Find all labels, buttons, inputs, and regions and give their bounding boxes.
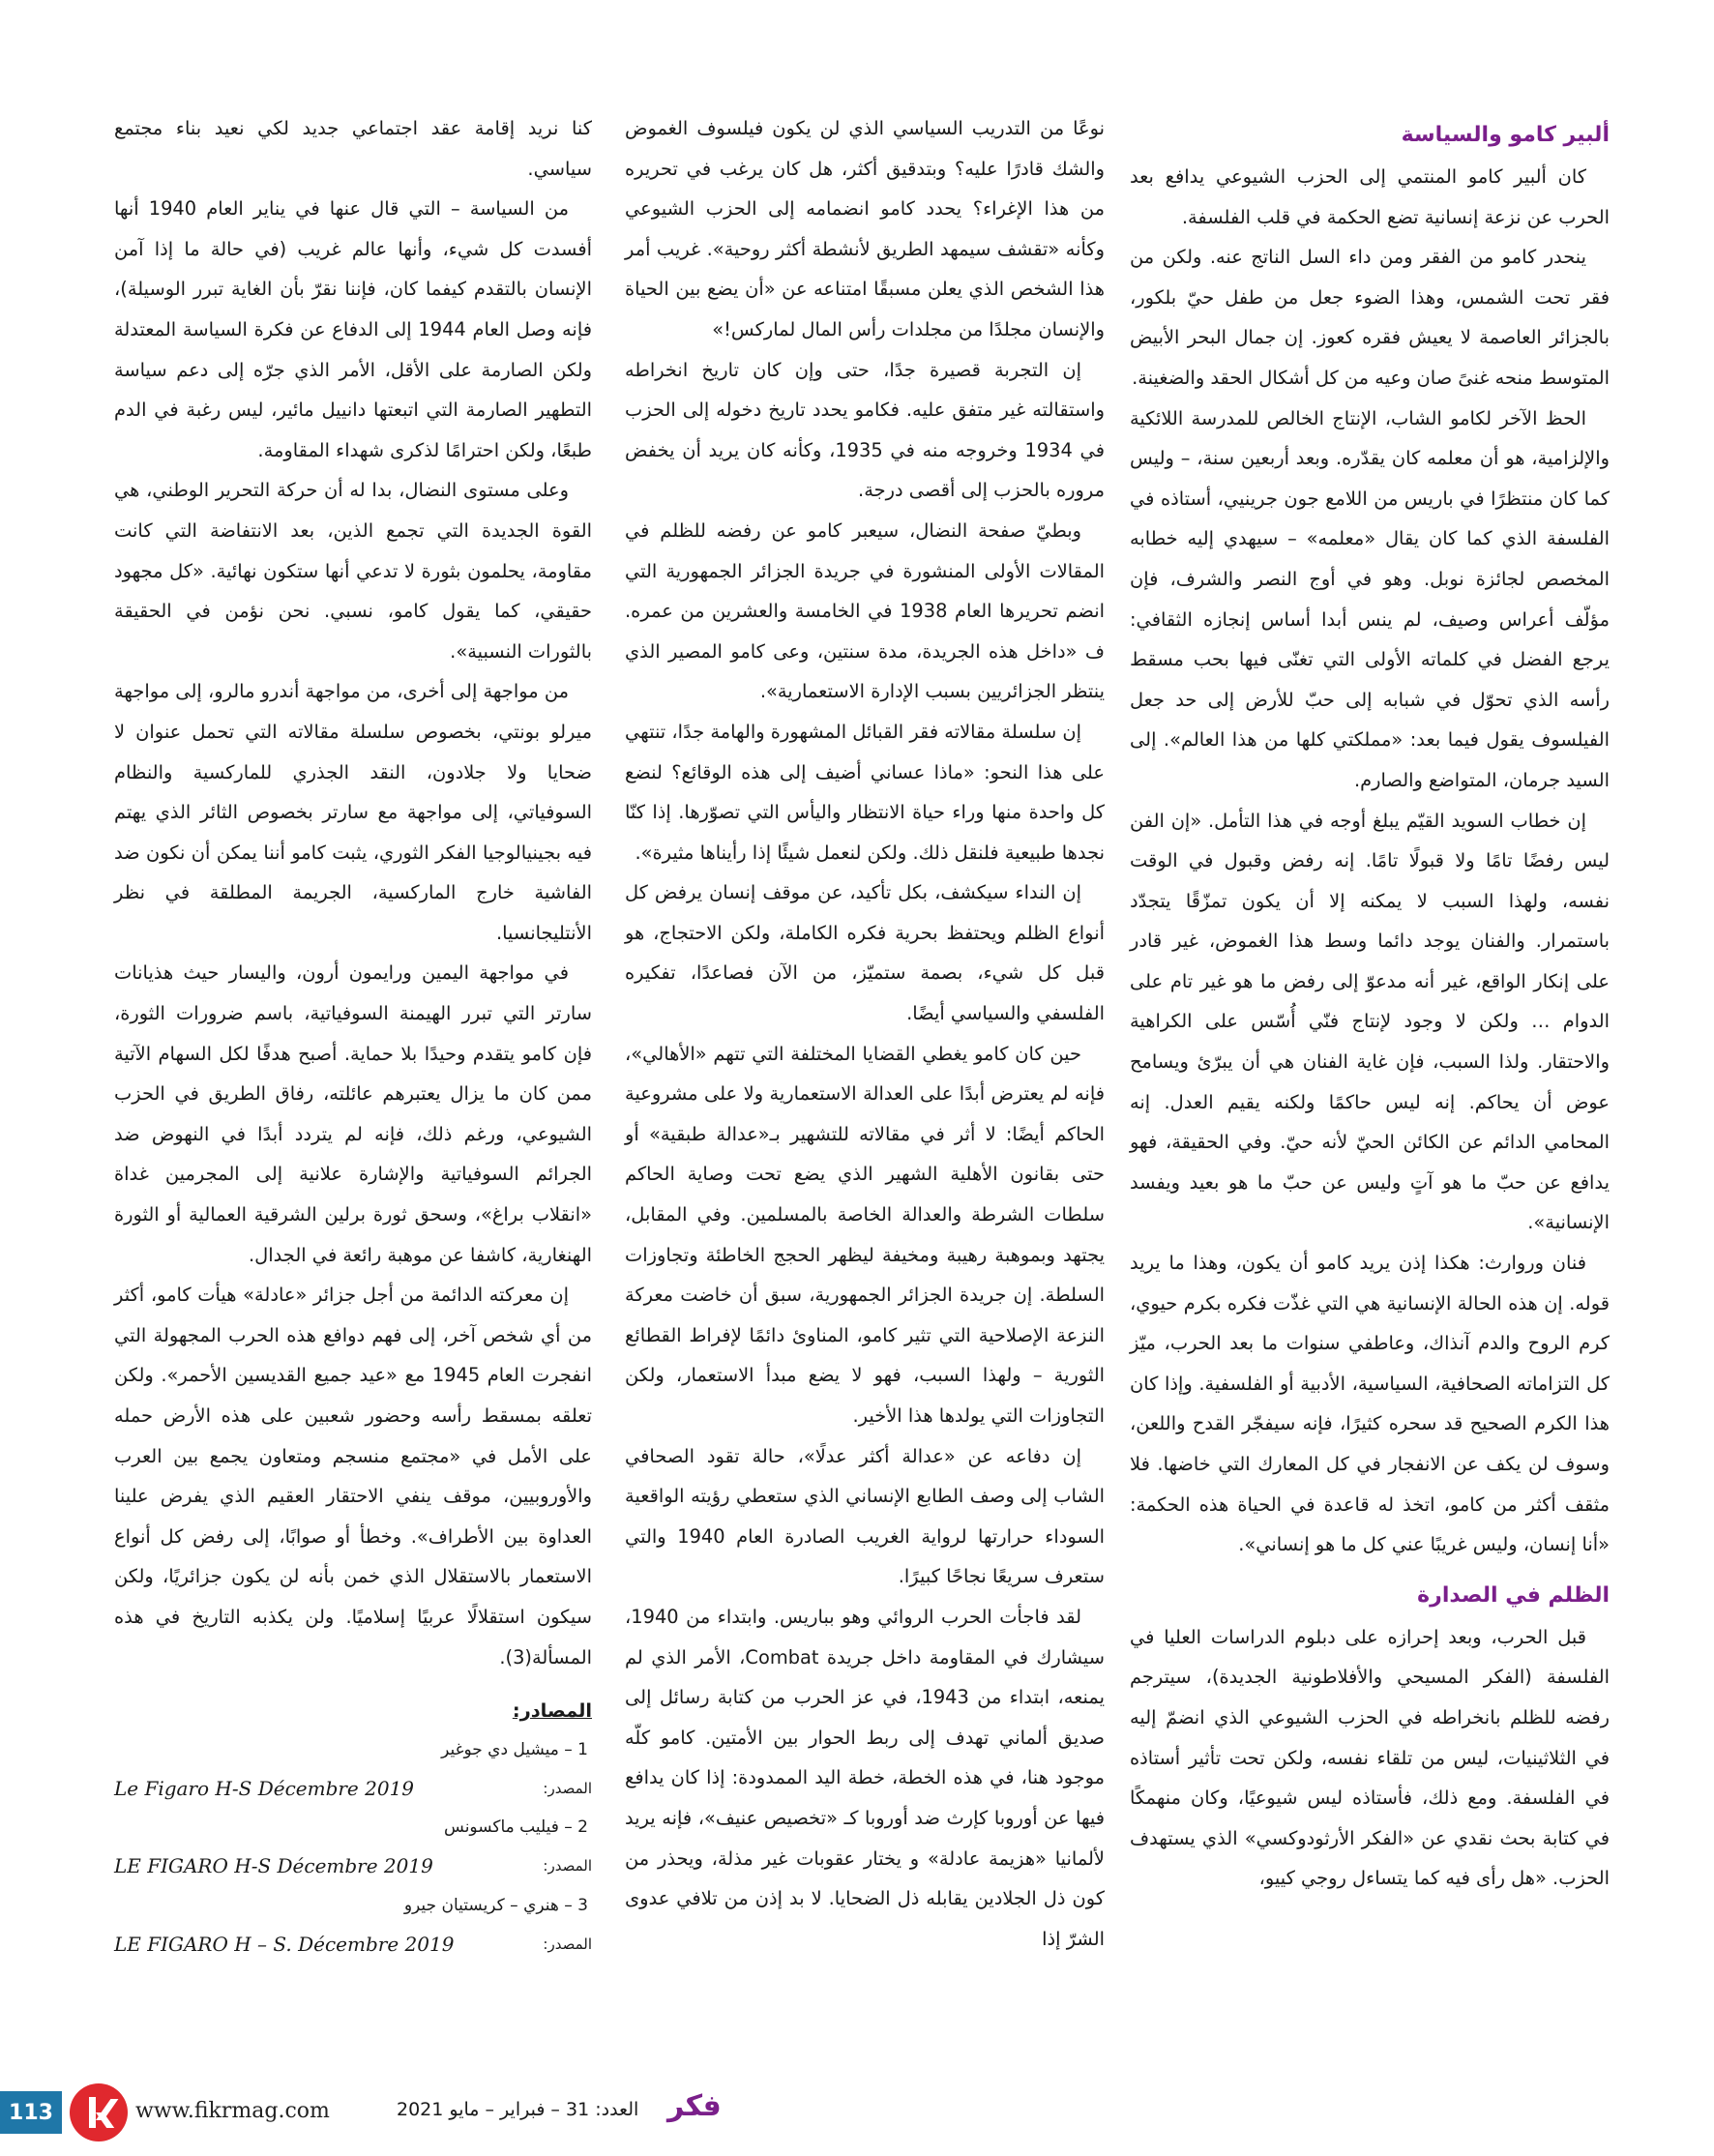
paragraph: من مواجهة إلى أخرى، من مواجهة أندرو مالرو، إلى مواجهة ميرلو بونتي، بخصوص سلسلة مقالاته التي تحمل عنوان لا ضحايا ولا جلادون، النقد الجذري للماركسية والنظام السوفياتي، إلى مواجهة مع سارتر بخصوص الثائر الذي يهتم فيه بجينيالوجيا الفكر الثوري، يثبت كامو أننا يمكن أن نكون ضد الفاشية خارج الماركسية، الجريمة المطلقة في نظر الأنتليجانسيا. <box>114 680 592 944</box>
k-logo-icon <box>70 2083 128 2141</box>
paragraph: فنان وروارث: هكذا إذن يريد كامو أن يكون، وهذا ما يريد قوله. إن هذه الحالة الإنسانية هي التي غذّت فكره بكرم حيوي، كرم الروح والدم آنذاك، وعاطفي سنوات ما بعد الحرب، ميّز كل التزاماته الصحافية، السياسية، الأدبية أو الفلسفية. وإذا كان هذا الكرم الصحيح قد سحره كثيرًا، فإنه سيفجّر القدح واللعن، وسوف لن يكف عن الانفجار في كل المعارك التي خاضها. فلا مثقف أكثر من كامو، اتخذ له قاعدة في الحياة هذه الحكمة: «أنا إنسان، وليس غريبًا عني كل ما هو إنساني». <box>1130 1252 1610 1556</box>
page-footer <box>0 2080 1714 2147</box>
source-author: 2 – فيليب ماكسونس <box>444 1817 588 1838</box>
source-label: المصدر: <box>543 1779 592 1797</box>
source-line <box>114 1846 592 1887</box>
source-publication: LE FIGARO H-S Décembre 2019 <box>114 1854 433 1878</box>
page-number: 113 <box>0 2091 62 2134</box>
magazine-logo: فكر <box>667 2089 722 2123</box>
paragraph: إن سلسلة مقالاته فقر القبائل المشهورة والهامة جدًا، تنتهي على هذا النحو: «ماذا عساني أضيف إلى هذه الوقائع؟ لنضع كل واحدة منها وراء حياة الانتظار واليأس التي تصوّرها. إذا كنّا نجدها طبيعية فلنقل ذلك. ولكن لنعمل شيئًا إذا رأيناها مثيرة». <box>625 720 1105 864</box>
paragraph: لقد فاجأت الحرب الروائي وهو بباريس. وابتداء من 1940، سيشارك في المقاومة داخل جريدة Combat، الأمر الذي لم يمنعه، ابتداء من 1943، في عز الحرب من كتابة رسائل إلى صديق ألماني تهدف إلى ربط الحوار بين الأمتين. كامو كلّه موجود هنا، في هذه الخطة، خطة اليد الممدودة: إذا كان يدافع فيها عن أوروبا كإرث ضد أوروبا كـ «تخصيص عنيف»، فإنه يريد لألمانيا «هزيمة عادلة» و يختار عقوبات غير مذلة، ويحذر من كون ذل الجلادين يقابله ذل الضحايا. لا بد إذن من تلافي عدوى الشرّ إذا <box>625 1605 1106 1950</box>
source-item <box>114 1731 592 1810</box>
paragraph: إن معركته الدائمة من أجل جزائر «عادلة» هيأت كامو، أكثر من أي شخص آخر، إلى فهم دوافع هذه الحرب المجهولة التي انفجرت العام 1945 مع «عيد جميع القديسين الأحمر». ولكن تعلقه بمسقط رأسه وحضور شعبين على هذه الأرض حمله على الأمل في «مجتمع منسجم ومتعاون يجمع بين العرب والأوروبيين، موقف ينفي الاحتقار العقيم الذي يفرض علينا العداوة بين الأطراف». وخطأ أو صوابًا، إلى رفض كل أنواع الاستعمار بالاستقلال الذي خمن بأنه لن يكون جزائريًا، ولكن سيكون استقلالًا عربيًا إسلاميًا. ولن يكذبه التاريخ في هذه المسألة(3). <box>114 1284 592 1669</box>
source-author: 3 – هنري – كريستيان جيرو <box>403 1895 588 1915</box>
source-label: المصدر: <box>543 1934 592 1953</box>
website-link[interactable]: www.fikrmag.com <box>135 2099 330 2123</box>
paragraph: إن دفاعه عن «عدالة أكثر عدلًا»، حالة تقود الصحافي الشاب إلى وصف الطابع الإنساني الذي ستعطي رؤيته الواقعية السوداء حرارتها لرواية الغريب الصادرة العام 1940 والتي ستعرف سريعًا نجاحًا كبيرًا. <box>625 1444 1106 1588</box>
paragraph: ينحدر كامو من الفقر ومن داء السل الناتج عنه. ولكن من فقر تحت الشمس، وهذا الضوء جعل من طفل حيّ بلكور، بالجزائر العاصمة لا يعيش فقره كعوز. إن جمال البحر الأبيض المتوسط منحه غنىً صان وعيه من كل أشكال الحقد والضغينة. <box>1130 246 1610 389</box>
paragraph: حين كان كامو يغطي القضايا المختلفة التي تتهم «الأهالي»، فإنه لم يعترض أبدًا على العدالة الاستعمارية ولا على مشروعية الحاكم أيضًا: لا أثر في مقالاته للتشهير بـ«عدالة طبقية» أو حتى بقانون الأهلية الشهير الذي يضع تحت وصاية الحاكم سلطات الشرطة والعدالة الخاصة بالمسلمين. وفي المقابل، يجتهد وبموهبة رهيبة ومخيفة ليظهر الحجج الخاطئة وتجاوزات السلطة. إن جريدة الجزائر الجمهورية، سبق أن خاضت معركة النزعة الإصلاحية التي تثير كامو، المناوئ دائمًا لإفراط القطائع الثورية – ولهذا السبب، فهو لا يضع مبدأ الاستعمار، ولكن التجاوزات التي يولدها هذا الأخير. <box>625 1042 1105 1427</box>
sources-title: المصادر: <box>512 1699 592 1723</box>
paragraph: كنا نريد إقامة عقد اجتماعي جديد لكي نعيد بناء مجتمع سياسي. <box>114 117 592 180</box>
paragraph: نوعًا من التدريب السياسي الذي لن يكون فيلسوف الغموض والشك قادرًا عليه؟ وبتدقيق أكثر، هل كان يرغب في تحريره من هذا الإغراء؟ يحدد كامو انضمامه إلى الحزب الشيوعي وكأنه «تقشف سيمهد الطريق لأنشطة أكثر روحية». غريب أمر هذا الشخص الذي يعلن مسبقًا امتناعه عن «أن يضع بين الحياة والإنسان مجلدًا من مجلدات رأس المال لماركس!» <box>625 117 1105 340</box>
paragraph: من السياسة – التي قال عنها في يناير العام 1940 أنها أفسدت كل شيء، وأنها عالم غريب (في حالة ما إذا آمن الإنسان بالتقدم كيفما كان، فإننا نقرّ بأن الغاية تبرر الوسيلة)، فإنه وصل العام 1944 إلى الدفاع عن فكرة السياسة المعتدلة ولكن الصارمة على الأقل، الأمر الذي جرّه إلى دعم سياسة التطهير الصارمة التي اتبعتها دانييل مائير، ليس رغبة في الدم طبعًا، ولكن احترامًا لذكرى شهداء المقاومة. <box>114 197 592 461</box>
source-publication: LE FIGARO H – S. Décembre 2019 <box>114 1932 455 1956</box>
issue-info: العدد: 31 – فبراير – مايو 2021 <box>397 2099 639 2120</box>
paragraph: في مواجهة اليمين ورايمون أرون، واليسار حيث هذيانات سارتر التي تبرر الهيمنة السوفياتية، باسم ضرورات الثورة، فإن كامو يتقدم وحيدًا بلا حماية. أصبح هدفًا لكل السهام الآتية ممن كان ما يزال يعتبرهم عائلته، رفاق الطريق في الحزب الشيوعي، ورغم ذلك، فإنه لم يتردد أبدًا في النهوض ضد الجرائم السوفياتية والإشارة علانية إلى المجرمين غداة «انقلاب براغ»، وسحق ثورة برلين الشرقية العمالية أو الثورة الهنغارية، كاشفا عن موهبة رائعة في الجدال. <box>114 961 592 1266</box>
source-author: 1 – ميشيل دي جوغير <box>441 1739 588 1759</box>
paragraph: وبطيّ صفحة النضال، سيعبر كامو عن رفضه للظلم في المقالات الأولى المنشورة في جريدة الجزائر الجمهورية التي انضم تحريرها العام 1938 في الخامسة والعشرين من عمره. ف «داخل هذه الجريدة، مدة سنتين، وعى كامو المصير الذي ينتظر الجزائريين بسبب الإدارة الاستعمارية». <box>625 518 1106 703</box>
section-heading-injustice: الظلم في الصدارة <box>1417 1582 1610 1608</box>
right-column <box>1130 114 1610 1899</box>
source-publication: Le Figaro H-S Décembre 2019 <box>114 1776 415 1800</box>
source-label: المصدر: <box>543 1857 592 1875</box>
paragraph: الحظ الآخر لكامو الشاب، الإنتاج الخالص للمدرسة اللائكية والإلزامية، هو أن معلمه كان يقدّره. وبعد أربعين سنة، – وليس كما كان منتظرًا في باريس من اللامع جون جرينيي، أستاذه في الفلسفة الذي كما كان يقال «معلمه» – سيهدي إليه خطابه المخصص لجائزة نوبل. وهو في أوج النصر والشرف، فإن مؤلّف أعراس وصيف، لم ينس أبدا أساس إنجازه الثقافي: يرجع الفضل في كلماته الأولى التي تغنّى فيها بحب مسقط رأسه الذي تحوّل في شبابه إلى حبّ للأرض إلى حد جعل الفيلسوف يقول فيما بعد: «مملكتي كلها من هذا العالم». إلى السيد جرمان، المتواضع والصارم. <box>1130 406 1610 791</box>
paragraph: قبل الحرب، وبعد إحرازه على دبلوم الدراسات العليا في الفلسفة (الفكر المسيحي والأفلاطونية الجديدة)، سيترجم رفضه للظلم بانخراطه في الحزب الشيوعي الذي انضمّ إليه في الثلاثينيات، ليس من تلقاء نفسه، ولكن تحت تأثير أستاذه في الفلسفة. ومع ذلك، فأستاذه ليس شيوعيًا، وكان منهمكًا في كتابة بحث نقدي عن «الفكر الأرثودوكسي» الذي يستهدف الحزب. «هل رأى فيه كما يتساءل روجي كييو، <box>1130 1625 1610 1890</box>
paragraph: إن التجربة قصيرة جدًا، حتى وإن كان تاريخ انخراطه واستقالته غير متفق عليه. فكامو يحدد تاريخ دخوله إلى الحزب في 1934 وخروجه منه في 1935، وكأنه كان يريد أن يخفض مروره بالحزب إلى أقصى درجة. <box>625 358 1105 502</box>
source-line <box>114 1769 592 1810</box>
paragraph: إن النداء سيكشف، بكل تأكيد، عن موقف إنسان يرفض كل أنواع الظلم ويحتفظ بحرية فكره الكاملة، ولكن الاحتجاج، هو قبل كل شيء، بصمة ستميّز، من الآن فصاعدًا، تفكيره الفلسفي والسياسي أيضًا. <box>625 881 1105 1025</box>
source-item <box>114 1887 592 1965</box>
source-item <box>114 1809 592 1887</box>
left-column <box>114 108 592 1965</box>
middle-column <box>625 108 1105 1959</box>
section-heading-camus-politics: ألبير كامو والسياسة <box>1401 123 1610 147</box>
paragraph: إن خطاب السويد القيّم يبلغ أوجه في هذا التأمل. «إن الفن ليس رفضًا تامًا ولا قبولًا تامًا. إنه رفض وقبول في الوقت نفسه، ولهذا السبب لا يمكنه إلا أن يكون تمزّقًا يتجدّد باستمرار. والفنان يوجد دائما وسط هذا الغموض، غير قادر على إنكار الواقع، غير أنه مدعوّ إلى رفض ما هو غير تام على الدوام … ولكن لا وجود لإنتاج فنّي أُسّس على الكراهية والاحتقار. ولذا السبب، فإن غاية الفنان هي أن يبرّئ ويسامح عوض أن يحاكم. إنه ليس حاكمًا ولكنه يقيم العدل. إنه المحامي الدائم عن الكائن الحيّ لأنه حيّ. وفي الحقيقة، فهو يدافع عن حبّ ما هو آتٍ وليس عن حبّ ما هو بعيد ويفسد الإنسانية». <box>1130 809 1610 1234</box>
paragraph: وعلى مستوى النضال، بدا له أن حركة التحرير الوطني، هي القوة الجديدة التي تجمع الذين، بعد الانتفاضة التي كانت مقاومة، يحلمون بثورة لا تدعي أنها ستكون نهائية. «كل مجهود حقيقي، كما يقول كامو، نسبي. نحن نؤمن في الحقيقة بالثورات النسبية». <box>114 479 592 663</box>
source-line <box>114 1925 592 1965</box>
paragraph: كان ألبير كامو المنتمي إلى الحزب الشيوعي يدافع بعد الحرب عن نزعة إنسانية تضع الحكمة في قلب الفلسفة. <box>1130 165 1610 228</box>
